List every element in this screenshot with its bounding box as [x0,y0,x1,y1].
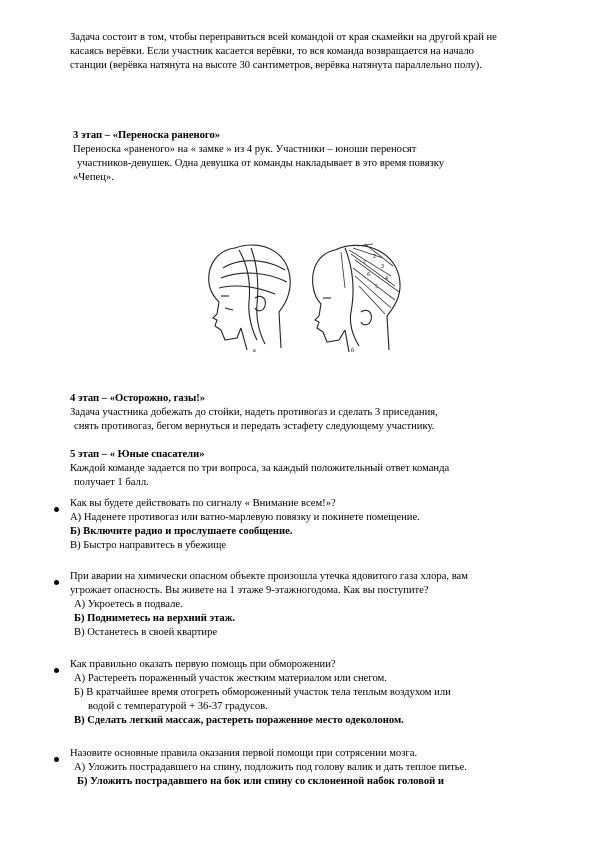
answer-option: Б) Уложить пострадавшего на бок или спину со склоненной набок головой и [77,776,444,787]
stage4-line: Задача участника добежать до стойки, надеть противогаз и сделать 3 приседания, [70,407,438,418]
svg-text:6: 6 [367,272,371,278]
answer-option: В) Сделать легкий массаж, растереть пораженное место одеколоном. [74,715,404,726]
svg-text:2: 2 [373,254,377,260]
intro-line: касаясь верёвки. Если участник касается верёвки, то вся команда возвращается на начало [70,46,474,57]
stage3-line: «Чепец». [73,172,114,183]
stage3-line: участников-девушек. Одна девушка от команды накладывает в это время повязку [77,158,445,169]
answer-option: А) Наденете противогаз или ватно-марлевую повязку и покинете помещение. [70,512,420,523]
stage5-section [70,448,550,490]
stage4-title: 4 этап – «Осторожно, газы!» [70,393,206,404]
question-2 [70,570,550,640]
question-1 [70,497,550,553]
svg-text:4: 4 [385,276,389,282]
bullet-icon [54,753,64,767]
answer-option: Б) В кратчайшее время отогреть обмороженный участок тела теплым воздухом или [74,687,451,698]
answer-option: А) Растерееть пораженный участок жестким материалом или снегом. [74,673,387,684]
stage4-section [70,392,550,434]
svg-text:3: 3 [381,264,385,270]
answer-option: водой с температурой + 36-37 градусов. [88,701,268,712]
stage5-line: Каждой команде задается по три вопроса, за каждый положительный ответ команда [70,463,450,474]
question-3 [70,658,550,728]
svg-text:5: 5 [375,284,379,290]
question-text: Как правильно оказать первую помощь при обморожении? [70,659,336,670]
bullet-icon [54,576,64,590]
figure-label-a: а [253,348,256,354]
figure-label-b: б [351,348,355,354]
bullet-icon [54,503,64,517]
answer-option: В) Останетесь в своей квартире [74,627,218,638]
intro-line: Задача состоит в том, чтобы переправиться всей командой от края скамейки на другой край не [70,32,497,43]
question-4 [70,747,550,789]
stage4-line: снять противогаз, бегом вернуться и передать эстафету следующему участнику. [74,421,435,432]
question-text: Назовите основные правила оказания первой помощи при сотрясении мозга. [70,748,418,759]
head-bandage-drawing [195,228,410,358]
answer-option: Б) Подниметесь на верхний этаж. [74,613,236,624]
stage3-section [73,129,553,185]
answer-option: А) Укроетесь в подвале. [74,599,183,610]
intro-line: станции (верёвка натянута на высоте 30 сантиметров, верёвка натянута параллельно полу). [70,60,482,71]
answer-option: А) Уложить пострадавшего на спину, подложить под голову валик и дать теплое питье. [74,762,467,773]
question-text: При аварии на химически опасном объекте произошла утечка ядовитого газа хлора, вам [70,571,468,582]
intro-paragraph [70,31,550,73]
question-text: Как вы будете действовать по сигналу « Внимание всем!»? [70,498,336,509]
answer-option: В) Быстро направитесь в убежище [70,540,227,551]
stage3-line: Переноска «раненого» на « замке » из 4 рук. Участники – юноши переносят [73,144,417,155]
stage3-title: 3 этап – «Переноска раненого» [73,130,221,141]
bandage-illustration [195,228,410,358]
answer-option: Б) Включите радио и прослушаете сообщение. [70,526,293,537]
bullet-icon [54,664,64,678]
question-text: угрожает опасность. Вы живете на 1 этаже 9-этажногодома. Как вы поступите? [70,585,429,596]
stage5-title: 5 этап – « Юные спасатели» [70,449,205,460]
stage5-line: получает 1 балл. [74,477,149,488]
svg-text:7: 7 [363,260,367,266]
